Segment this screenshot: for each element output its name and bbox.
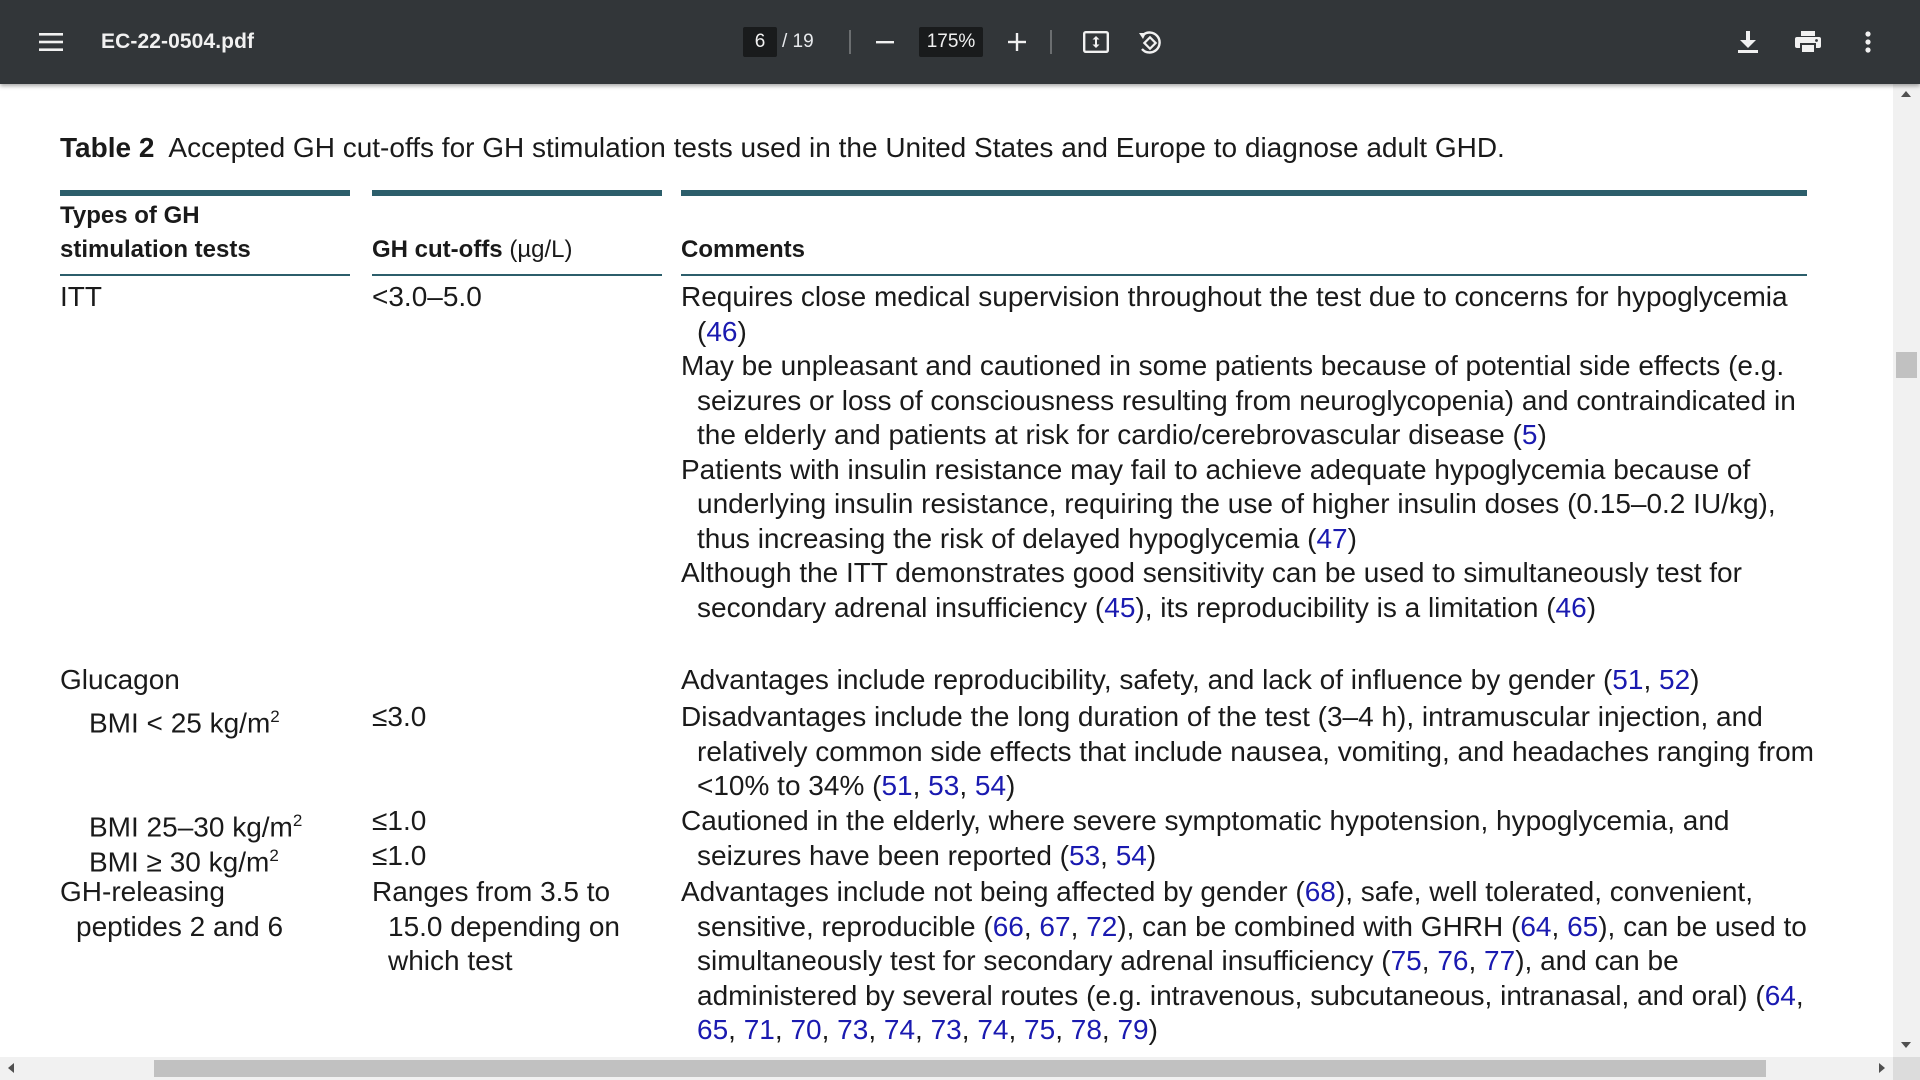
row-ghrp-cutoff: Ranges from 3.5 to 15.0 depending on which test — [372, 876, 620, 976]
menu-button[interactable] — [28, 0, 74, 84]
table-header-rule — [60, 274, 350, 276]
citation-link[interactable]: 54 — [1115, 839, 1147, 871]
vertical-scrollbar[interactable] — [1893, 84, 1920, 1057]
toolbar-divider — [1050, 30, 1052, 54]
row-glucagon-bmi-gte30 — [60, 839, 369, 880]
header-line: stimulation tests — [60, 236, 251, 263]
table-top-rule — [372, 190, 662, 196]
citation-link[interactable]: 79 — [1117, 1014, 1149, 1045]
download-button[interactable] — [1728, 0, 1768, 84]
comment-text: Advantages include not being affected by gender ( — [681, 876, 1305, 907]
print-button[interactable] — [1786, 0, 1830, 84]
citation-link[interactable]: 70 — [790, 1014, 822, 1045]
print-icon — [1795, 31, 1821, 53]
citation-link[interactable]: 68 — [1304, 876, 1336, 907]
more-actions-button[interactable] — [1852, 0, 1884, 84]
row-glucagon-comment-2: Disadvantages include the long duration of the test (3–4 h), intramuscular injection, and relatively common side effects that include nausea, vomiting, and headaches ranging from <10% to 34% (51, 53, 54) — [681, 701, 1815, 801]
table-label: Table 2 — [60, 132, 155, 163]
row-glucagon-comment-1: Advantages include reproducibility, safety, and lack of influence by gender (51, 52) — [681, 664, 1700, 695]
pdf-toolbar — [0, 0, 1920, 84]
table-header-rule — [681, 274, 1807, 276]
citation-link[interactable]: 76 — [1437, 945, 1469, 976]
comment-text: ), and can be administered by several routes (e.g. intravenous, subcutaneous, intranasal, and oral) ( — [697, 945, 1765, 1011]
row-itt-comments — [681, 280, 1821, 625]
comment-text: ) — [1148, 1014, 1158, 1045]
comment-text: ) — [1537, 419, 1547, 450]
comment-text: Patients with insulin resistance may fail to achieve adequate hypoglycemia because of underlying insulin resistance, requiring the use of higher insulin doses (0.15–0.2 IU/kg), thus increasing the risk of delayed hypoglycemia ( — [681, 453, 1776, 554]
row-itt-cutoff: <3.0–5.0 — [372, 281, 482, 312]
citation-link[interactable]: 66 — [992, 910, 1024, 942]
scrollbar-corner — [1893, 1057, 1920, 1080]
scroll-up-arrow-icon[interactable] — [1901, 91, 1911, 97]
citation-link[interactable]: 5 — [1521, 419, 1538, 450]
minus-icon — [876, 41, 894, 44]
rotate-button[interactable] — [1128, 0, 1172, 84]
table-top-rule — [681, 190, 1807, 196]
comment-text: Disadvantages include the long duration of the test (3–4 h), intramuscular injection, and relatively common side effects that include nausea, vomiting, and headaches ranging from <10% to 34% ( — [681, 701, 1815, 801]
citation-link[interactable]: 74 — [883, 1014, 916, 1045]
table-caption — [60, 132, 1505, 164]
comment-text: Advantages include reproducibility, safety, and lack of influence by gender ( — [681, 664, 1613, 695]
zoom-in-button[interactable] — [997, 0, 1037, 84]
comment-text: ), its reproducibility is a limitation ( — [1135, 591, 1556, 623]
citation-link[interactable]: 73 — [930, 1014, 962, 1045]
citation-link[interactable]: 45 — [1104, 591, 1136, 623]
citation-link[interactable]: 67 — [1039, 910, 1071, 942]
row-itt-test: ITT — [60, 281, 102, 312]
zoom-out-button[interactable] — [865, 0, 905, 84]
header-unit: (µg/L) — [509, 236, 573, 263]
comment-text: ), can be combined with GHRH ( — [1117, 910, 1521, 942]
column-header-test-type — [60, 199, 251, 267]
fit-to-page-icon — [1083, 31, 1109, 53]
rotate-counterclockwise-icon — [1136, 29, 1164, 55]
row-ghrp-test: GH-releasing peptides 2 and 6 — [60, 876, 284, 942]
superscript: 2 — [270, 707, 280, 726]
row-glucagon-bmi-lt25 — [60, 700, 369, 741]
citation-link[interactable]: 54 — [974, 770, 1007, 801]
row-glucagon-cutoff-2: ≤1.0 — [372, 805, 427, 836]
row-glucagon-cutoff-3: ≤1.0 — [372, 840, 427, 871]
citation-link[interactable]: 52 — [1659, 664, 1691, 695]
comment-item — [681, 349, 1821, 453]
table-title: Accepted GH cut-offs for GH stimulation tests used in the United States and Europe to diagnose adult GHD. — [168, 132, 1505, 163]
comment-text: ) — [737, 315, 747, 347]
row-glucagon-cutoff-1: ≤3.0 — [372, 701, 427, 732]
row-glucagon-comment-3: Cautioned in the elderly, where severe symptomatic hypotension, hypoglycemia, and seizures have been reported (53, 54) — [681, 805, 1730, 871]
bmi-label: BMI < 25 kg/m — [89, 707, 271, 739]
row-glucagon-test: Glucagon — [60, 664, 180, 695]
citation-link[interactable]: 65 — [1567, 910, 1599, 942]
citation-link[interactable]: 51 — [1612, 664, 1644, 695]
comment-item — [681, 280, 1821, 349]
comment-text: ), safe, well tolerated, convenient, sensitive, reproducible ( — [697, 876, 1753, 942]
toolbar-divider — [849, 30, 851, 54]
page-number-input[interactable]: 6 — [743, 27, 777, 57]
comment-text: Cautioned in the elderly, where severe symptomatic hypotension, hypoglycemia, and seizures have been reported ( — [681, 805, 1730, 871]
citation-link[interactable]: 51 — [881, 770, 913, 801]
comment-text: ) — [1347, 522, 1357, 554]
citation-link[interactable]: 46 — [1555, 591, 1587, 623]
citation-link[interactable]: 72 — [1086, 910, 1118, 942]
more-vertical-icon — [1865, 31, 1871, 53]
pdf-page — [0, 84, 1893, 1057]
plus-icon — [1008, 33, 1026, 51]
citation-link[interactable]: 78 — [1070, 1014, 1102, 1045]
comment-item — [681, 453, 1821, 557]
zoom-level-input[interactable]: 175% — [919, 27, 983, 57]
citation-link[interactable]: 46 — [706, 315, 738, 347]
comment-text: ) — [1586, 591, 1597, 623]
citation-link[interactable]: 75 — [1024, 1014, 1056, 1045]
scroll-down-arrow-icon[interactable] — [1901, 1042, 1911, 1048]
document-title: EC-22-0504.pdf — [101, 30, 255, 53]
comment-text: Although the ITT demonstrates good sensitivity can be used to simultaneously test for secondary adrenal insufficiency ( — [681, 557, 1742, 623]
page-content — [0, 84, 1893, 1057]
bmi-label: BMI ≥ 30 kg/m — [89, 846, 270, 878]
fit-to-page-button[interactable] — [1076, 0, 1116, 84]
table-header-rule — [372, 274, 662, 276]
citation-link[interactable]: 71 — [743, 1014, 775, 1045]
citation-link[interactable]: 65 — [697, 1014, 729, 1045]
comment-text: Requires close medical supervision throughout the test due to concerns for hypoglycemia ( — [681, 281, 1788, 347]
citation-link[interactable]: 74 — [977, 1014, 1009, 1045]
citation-link[interactable]: 53 — [1069, 839, 1101, 871]
download-icon — [1738, 31, 1758, 53]
citation-link[interactable]: 73 — [837, 1014, 869, 1045]
comment-item — [681, 556, 1821, 625]
citation-link[interactable]: 64 — [1764, 979, 1796, 1011]
citation-link[interactable]: 64 — [1520, 910, 1552, 942]
comment-text: May be unpleasant and cautioned in some patients because of potential side effects (e.g. seizures or loss of consciousness resulting from neuroglycopenia) and contraindicated in the elderly and patients at risk for cardio/cerebrovascular disease ( — [681, 350, 1796, 450]
table-top-rule — [60, 190, 350, 196]
vertical-scrollbar-thumb[interactable] — [1896, 352, 1917, 378]
citation-link[interactable]: 77 — [1484, 945, 1516, 976]
page-total: / 19 — [782, 31, 814, 52]
citation-link[interactable]: 75 — [1390, 945, 1422, 976]
horizontal-scrollbar-thumb[interactable] — [154, 1060, 1766, 1077]
hamburger-menu-icon — [39, 33, 63, 51]
row-ghrp-comments: Advantages include not being affected by gender (68), safe, well tolerated, convenient, sensitive, reproducible (66, 67, 72), can be combined with GHRH (64, 65), can be used to simultaneously test for secondary adrenal insufficiency (75, 76, 77), and can be administered by several routes (e.g. intravenous, subcutaneous, intranasal, and oral) (64, 65, 71, 70, 73, 74, 73, 74, 75, 78, 79) — [681, 876, 1807, 1045]
bmi-label: BMI 25–30 kg/m — [89, 811, 293, 843]
scroll-left-arrow-icon[interactable] — [8, 1063, 14, 1073]
citation-link[interactable]: 53 — [928, 770, 960, 801]
comment-text: ), can be used to simultaneously test for secondary adrenal insufficiency ( — [697, 910, 1807, 976]
superscript: 2 — [292, 811, 303, 830]
column-header-cutoffs — [372, 233, 573, 267]
header-label: GH cut-offs — [372, 236, 503, 263]
header-line: Types of GH — [60, 202, 200, 229]
citation-link[interactable]: 47 — [1316, 522, 1348, 554]
superscript: 2 — [269, 846, 279, 865]
column-header-comments: Comments — [681, 236, 806, 263]
scroll-right-arrow-icon[interactable] — [1879, 1063, 1885, 1073]
